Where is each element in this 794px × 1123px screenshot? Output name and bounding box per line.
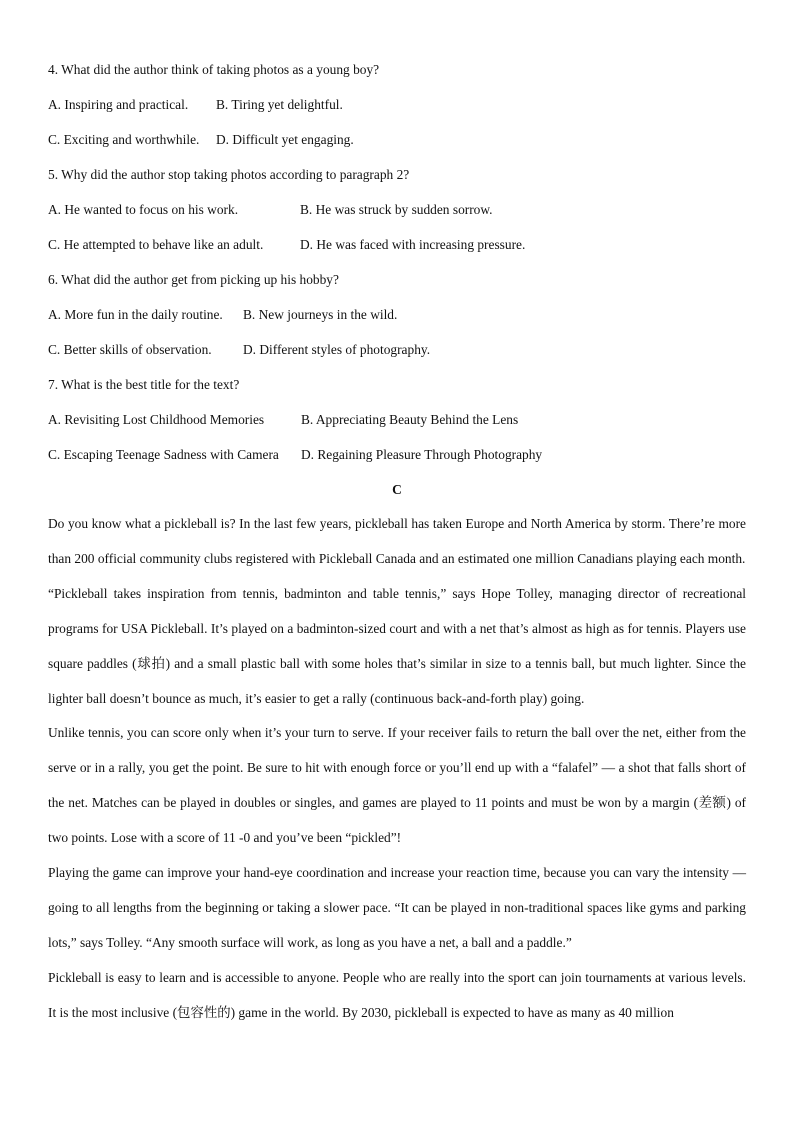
worksheet-page xyxy=(48,52,746,1031)
question-4-option-c: C. Exciting and worthwhile. xyxy=(48,132,200,147)
question-5-option-c: C. He attempted to behave like an adult. xyxy=(48,237,264,252)
question-5-option-a: A. He wanted to focus on his work. xyxy=(48,202,239,217)
section-c-paragraph-5: Pickleball is easy to learn and is accessible to anyone. People who are really into the sport can join tournaments at various levels. It is the most inclusive (包容性的) game in the world. By 2030, pickleball is expected to have as many as 40 million xyxy=(48,969,746,1020)
question-4-option-b: B. Tiring yet delightful. xyxy=(216,97,343,112)
question-4-options-row-2 xyxy=(48,122,746,157)
question-5-options-row-1 xyxy=(48,192,746,227)
question-6-options-row-2 xyxy=(48,332,746,367)
question-6-option-c: C. Better skills of observation. xyxy=(48,342,212,357)
section-c-paragraph-3: Unlike tennis, you can score only when it’s your turn to serve. If your receiver fails to return the ball over the net, either from the serve or in a rally, you get the point. Be sure to hit with enough force or you’ll end up with a “falafel” — a shot that falls short of the net. Matches can be played in doubles or singles, and games are played to 11 points and must be won by a margin (差额) of two points. Lose with a score of 11 -0 and you’ve been “pickled”! xyxy=(48,725,746,846)
question-6-stem: 6. What did the author get from picking up his hobby? xyxy=(48,272,339,287)
section-c-heading: C xyxy=(392,482,402,497)
question-7-option-d: D. Regaining Pleasure Through Photography xyxy=(301,447,543,462)
question-7-option-b: B. Appreciating Beauty Behind the Lens xyxy=(301,412,519,427)
question-4-option-a: A. Inspiring and practical. xyxy=(48,97,189,112)
section-c-paragraph-1: Do you know what a pickleball is? In the last few years, pickleball has taken Europe and North America by storm. There’re more than 200 official community clubs registered with Pickleball Canada and an estimated one million Canadians playing each month. xyxy=(48,516,746,566)
question-7-options-row-2 xyxy=(48,437,746,472)
question-4-option-d: D. Difficult yet engaging. xyxy=(216,132,354,147)
question-7-stem: 7. What is the best title for the text? xyxy=(48,377,240,392)
question-7-option-c: C. Escaping Teenage Sadness with Camera xyxy=(48,447,279,462)
question-6-options-row-1 xyxy=(48,297,746,332)
question-4-options-row-1 xyxy=(48,87,746,122)
question-5-option-b: B. He was struck by sudden sorrow. xyxy=(300,202,493,217)
question-6-option-b: B. New journeys in the wild. xyxy=(243,307,398,322)
question-4-stem: 4. What did the author think of taking photos as a young boy? xyxy=(48,62,380,77)
question-7-option-a: A. Revisiting Lost Childhood Memories xyxy=(48,412,265,427)
section-c-paragraph-2: “Pickleball takes inspiration from tennis, badminton and table tennis,” says Hope Tolley, managing director of recreational programs for USA Pickleball. It’s played on a badminton-sized court and with a net that’s almost as high as for tennis. Players use square paddles (球拍) and a small plastic ball with some holes that’s similar in size to a tennis ball, but much lighter. Since the lighter ball doesn’t bounce as much, it’s easier to get a rally (continuous back-and-forth play) going. xyxy=(48,585,746,706)
question-5-stem: 5. Why did the author stop taking photos according to paragraph 2? xyxy=(48,167,410,182)
question-5-options-row-2 xyxy=(48,227,746,262)
section-c-paragraph-4: Playing the game can improve your hand-eye coordination and increase your reaction time, because you can vary the intensity — going to all lengths from the beginning or taking a slower pace. “It can be played in non-traditional spaces like gyms and parking lots,” says Tolley. “Any smooth surface will work, as long as you have a net, a ball and a paddle.” xyxy=(48,865,746,950)
question-7-options-row-1 xyxy=(48,402,746,437)
question-6-option-d: D. Different styles of photography. xyxy=(243,342,431,357)
question-6-option-a: A. More fun in the daily routine. xyxy=(48,307,223,322)
question-5-option-d: D. He was faced with increasing pressure. xyxy=(300,237,526,252)
